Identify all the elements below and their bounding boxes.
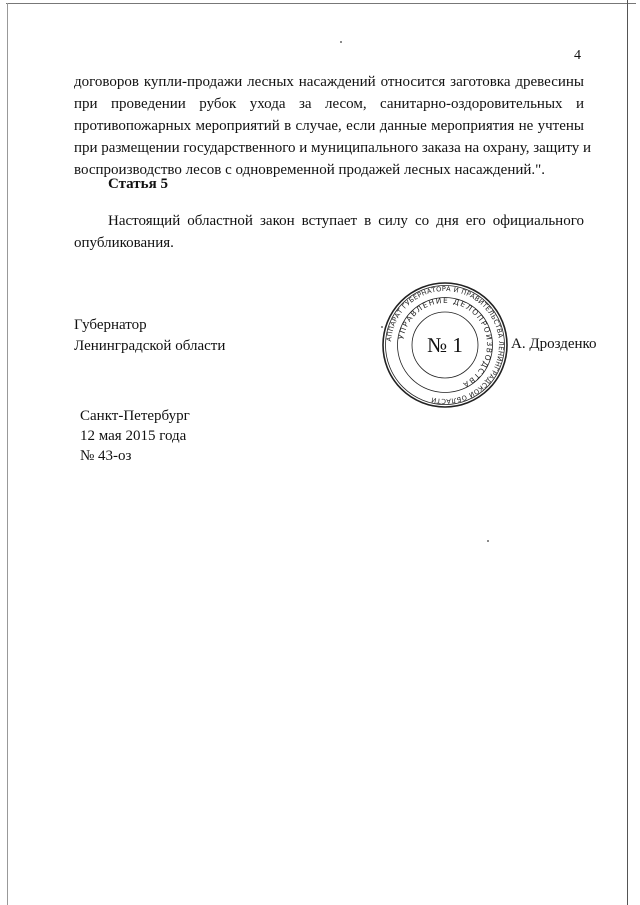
- page-edge-right: [627, 0, 628, 905]
- text-line: при размещении государственного и муниципального заказа на охрану, защиту и: [74, 140, 592, 156]
- page-edge-left: [7, 3, 8, 905]
- law-date: 12 мая 2015 года: [80, 428, 187, 444]
- svg-text:УПРАВЛЕНИЕ ДЕЛОПРОИЗВОДСТВА: УПРАВЛЕНИЕ ДЕЛОПРОИЗВОДСТВА: [396, 295, 495, 390]
- city: Санкт-Петербург: [80, 408, 190, 424]
- signatory-title-line: Ленинградской области: [74, 338, 226, 354]
- text-line: договоров купли-продажи лесных насаждений относится заготовка древесины: [74, 74, 584, 90]
- text-line: противопожарных мероприятий в случае, если данные мероприятия не учтены: [74, 118, 584, 134]
- text-line: Настоящий областной закон вступает в силу со дня его официального: [108, 213, 584, 229]
- signatory-name: А. Дрозденко: [511, 336, 597, 352]
- text-line: при проведении рубок ухода за лесом, санитарно-оздоровительных и: [74, 96, 584, 112]
- svg-text:АППАРАТ ГУБЕРНАТОРА И ПРАВИТЕЛ: АППАРАТ ГУБЕРНАТОРА И ПРАВИТЕЛЬСТВА ЛЕНИНГРАДСКОЙ ОБЛАСТИ: [385, 284, 506, 406]
- place-date-block: [80, 406, 190, 466]
- page-edge-top: [6, 3, 636, 4]
- text-line: опубликования.: [74, 235, 174, 251]
- article-heading: Статья 5: [108, 176, 168, 192]
- scan-speck: [487, 540, 489, 542]
- seal-number: № 1: [427, 333, 463, 357]
- scan-speck: [381, 326, 383, 328]
- law-number: № 43-оз: [80, 448, 132, 464]
- text-line: воспроизводство лесов с одновременной продажей лесных насаждений.".: [74, 162, 546, 178]
- scan-speck: [340, 41, 342, 43]
- paragraph-article-5: [74, 210, 584, 254]
- official-seal: [381, 281, 509, 409]
- page-number: 4: [574, 48, 581, 63]
- signatory-title-line: Губернатор: [74, 317, 147, 333]
- paragraph-continuation: [74, 71, 592, 181]
- signatory-title: [74, 315, 225, 357]
